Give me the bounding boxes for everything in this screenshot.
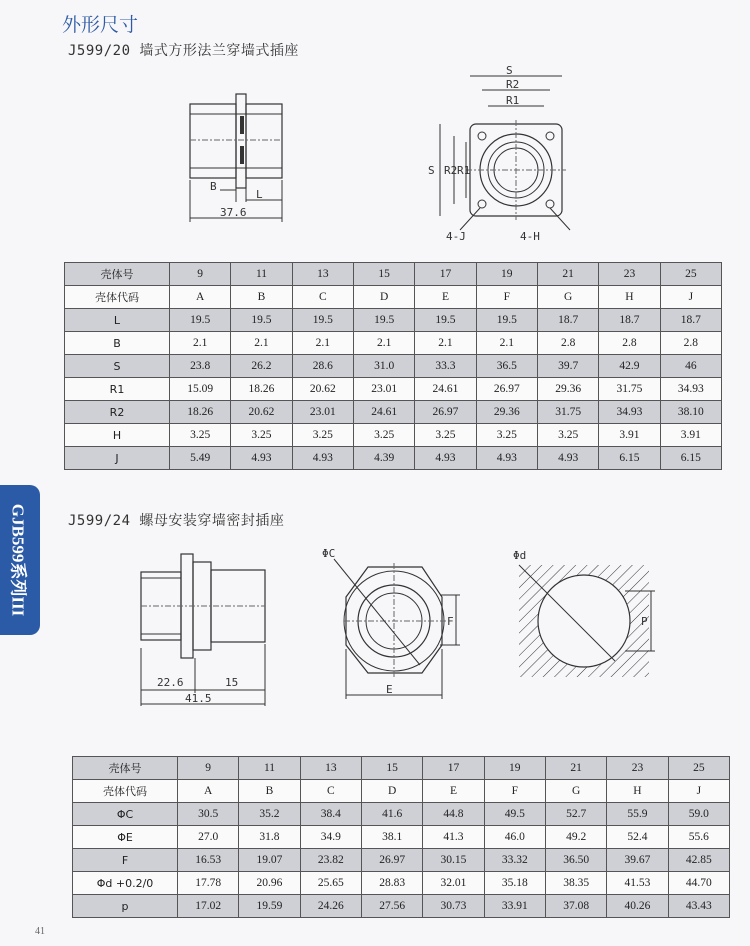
table-cell: 52.7: [545, 803, 606, 826]
table-cell: 2.1: [415, 332, 476, 355]
table-cell: 20.62: [292, 378, 353, 401]
table-cell: 23: [607, 757, 668, 780]
table-cell: 26.2: [231, 355, 292, 378]
table-cell: 19.07: [239, 849, 300, 872]
table-cell: 36.5: [476, 355, 537, 378]
table-cell: 38.10: [660, 401, 721, 424]
table-cell: 27.56: [361, 895, 422, 918]
table-cell: 34.9: [300, 826, 361, 849]
table-cell: 6.15: [599, 447, 660, 470]
table-cell: 16.53: [178, 849, 239, 872]
table-cell: D: [361, 780, 422, 803]
row-header-cell: R2: [65, 401, 170, 424]
table-cell: 17.02: [178, 895, 239, 918]
table-cell: J: [660, 286, 721, 309]
table-cell: 30.5: [178, 803, 239, 826]
table-cell: 24.61: [415, 378, 476, 401]
table-row: [73, 780, 730, 803]
table-cell: 2.1: [231, 332, 292, 355]
table-cell: A: [170, 286, 231, 309]
table-cell: 2.8: [599, 332, 660, 355]
table-cell: 35.2: [239, 803, 300, 826]
table-cell: 20.96: [239, 872, 300, 895]
table-cell: 29.36: [476, 401, 537, 424]
part1-side-view: [180, 90, 310, 230]
table-cell: 23: [599, 263, 660, 286]
row-header-cell: 壳体代码: [73, 780, 178, 803]
page-number: 41: [35, 926, 45, 937]
table-cell: 15: [353, 263, 414, 286]
table-cell: 19.5: [415, 309, 476, 332]
table-cell: 3.25: [292, 424, 353, 447]
dim-22-6: 22.6: [157, 676, 184, 689]
table-cell: 34.93: [660, 378, 721, 401]
dim-r2-top: R2: [506, 78, 520, 91]
table-cell: 4.93: [415, 447, 476, 470]
table-row: [65, 447, 722, 470]
row-header-cell: S: [65, 355, 170, 378]
table-cell: 26.97: [476, 378, 537, 401]
table-cell: 18.26: [170, 401, 231, 424]
dim-r2-side: R2: [444, 164, 458, 177]
table-cell: 28.6: [292, 355, 353, 378]
table-cell: C: [300, 780, 361, 803]
table-cell: 19: [484, 757, 545, 780]
table-cell: 25: [660, 263, 721, 286]
table-cell: 18.7: [599, 309, 660, 332]
table-row: [65, 263, 722, 286]
dim-s-top: S: [506, 64, 513, 77]
table-cell: 3.25: [170, 424, 231, 447]
table-row: [65, 309, 722, 332]
row-header-cell: ΦC: [73, 803, 178, 826]
table-cell: 18.26: [231, 378, 292, 401]
part2-subtitle: J599/24 螺母安装穿墙密封插座: [68, 513, 285, 529]
table-cell: 26.97: [415, 401, 476, 424]
table-row: [65, 424, 722, 447]
table-cell: G: [545, 780, 606, 803]
table-cell: 41.53: [607, 872, 668, 895]
table-cell: 41.6: [361, 803, 422, 826]
table-cell: 23.01: [292, 401, 353, 424]
side-tab: [0, 485, 40, 635]
table-cell: 19.5: [476, 309, 537, 332]
table-cell: 19.5: [292, 309, 353, 332]
table-cell: 33.32: [484, 849, 545, 872]
table-cell: 23.8: [170, 355, 231, 378]
row-header-cell: Φd +0.2/0: [73, 872, 178, 895]
table-cell: H: [599, 286, 660, 309]
table-row: [73, 849, 730, 872]
table-cell: 19.59: [239, 895, 300, 918]
row-header-cell: F: [73, 849, 178, 872]
table-cell: 46: [660, 355, 721, 378]
dim-r1-side: R1: [457, 164, 471, 177]
table-row: [73, 803, 730, 826]
table-cell: 37.08: [545, 895, 606, 918]
dim-e: E: [386, 683, 393, 696]
table-cell: 3.25: [415, 424, 476, 447]
table-cell: 3.25: [231, 424, 292, 447]
table-cell: 28.83: [361, 872, 422, 895]
table-cell: 49.2: [545, 826, 606, 849]
table-cell: 4.93: [476, 447, 537, 470]
table-cell: 30.15: [423, 849, 484, 872]
table-cell: E: [423, 780, 484, 803]
table-cell: 38.4: [300, 803, 361, 826]
table-cell: 2.8: [537, 332, 598, 355]
table-cell: E: [415, 286, 476, 309]
table-cell: 30.73: [423, 895, 484, 918]
table-cell: 15: [361, 757, 422, 780]
table-cell: F: [484, 780, 545, 803]
table-cell: 24.26: [300, 895, 361, 918]
dim-37-6: 37.6: [220, 206, 247, 219]
table-cell: 39.67: [607, 849, 668, 872]
table-cell: 5.49: [170, 447, 231, 470]
table-cell: 20.62: [231, 401, 292, 424]
table-cell: 40.26: [607, 895, 668, 918]
table-cell: 35.18: [484, 872, 545, 895]
table-cell: 23.01: [353, 378, 414, 401]
part1-spec-table: [64, 262, 722, 470]
table-row: [73, 757, 730, 780]
table-cell: 31.8: [239, 826, 300, 849]
table-cell: 2.1: [170, 332, 231, 355]
table-row: [65, 286, 722, 309]
table-cell: 19: [476, 263, 537, 286]
table-cell: 43.43: [668, 895, 729, 918]
row-header-cell: p: [73, 895, 178, 918]
dim-r1-top: R1: [506, 94, 520, 107]
dim-f: F: [447, 615, 454, 628]
table-cell: 3.25: [353, 424, 414, 447]
table-cell: D: [353, 286, 414, 309]
table-cell: 21: [537, 263, 598, 286]
table-cell: 2.1: [476, 332, 537, 355]
table-cell: 41.3: [423, 826, 484, 849]
row-header-cell: 壳体代码: [65, 286, 170, 309]
table-cell: 24.61: [353, 401, 414, 424]
table-cell: 52.4: [607, 826, 668, 849]
table-cell: 4.93: [292, 447, 353, 470]
table-cell: 6.15: [660, 447, 721, 470]
row-header-cell: J: [65, 447, 170, 470]
part2-spec-table: [72, 756, 730, 918]
row-header-cell: L: [65, 309, 170, 332]
table-cell: 19.5: [353, 309, 414, 332]
table-row: [65, 355, 722, 378]
dim-phi-c: ΦC: [322, 547, 336, 560]
row-header-cell: R1: [65, 378, 170, 401]
table-cell: 4.39: [353, 447, 414, 470]
table-cell: B: [239, 780, 300, 803]
section-title: 外形尺寸: [62, 14, 139, 36]
table-cell: 31.75: [537, 401, 598, 424]
table-row: [73, 872, 730, 895]
table-cell: 3.25: [537, 424, 598, 447]
dim-15: 15: [225, 676, 239, 689]
table-cell: 3.91: [599, 424, 660, 447]
table-cell: 59.0: [668, 803, 729, 826]
side-tab-label: GJB599系列III: [8, 503, 28, 617]
dim-b: B: [210, 180, 217, 193]
table-cell: H: [607, 780, 668, 803]
row-header-cell: ΦE: [73, 826, 178, 849]
table-cell: 55.6: [668, 826, 729, 849]
table-cell: 4.93: [231, 447, 292, 470]
table-cell: 2.8: [660, 332, 721, 355]
part1-subtitle: J599/20 墙式方形法兰穿墙式插座: [68, 43, 299, 59]
table-cell: 18.7: [537, 309, 598, 332]
row-header-cell: 壳体号: [65, 263, 170, 286]
dim-phi-d: Φd: [513, 549, 527, 562]
dim-41-5: 41.5: [185, 692, 212, 705]
row-header-cell: 壳体号: [73, 757, 178, 780]
table-cell: 44.8: [423, 803, 484, 826]
table-cell: C: [292, 286, 353, 309]
dim-4-h: 4-H: [520, 230, 540, 243]
table-cell: J: [668, 780, 729, 803]
table-row: [65, 332, 722, 355]
table-cell: 3.91: [660, 424, 721, 447]
row-header-cell: H: [65, 424, 170, 447]
part2-front-view: [320, 545, 470, 705]
table-cell: 55.9: [607, 803, 668, 826]
table-cell: 25: [668, 757, 729, 780]
table-cell: G: [537, 286, 598, 309]
part2-cutout-view: [505, 545, 665, 685]
table-cell: 38.35: [545, 872, 606, 895]
table-cell: 19.5: [170, 309, 231, 332]
table-cell: 3.25: [476, 424, 537, 447]
table-cell: 32.01: [423, 872, 484, 895]
table-cell: 33.91: [484, 895, 545, 918]
table-cell: 2.1: [292, 332, 353, 355]
table-cell: 44.70: [668, 872, 729, 895]
table-cell: 46.0: [484, 826, 545, 849]
table-cell: 13: [300, 757, 361, 780]
table-row: [73, 826, 730, 849]
table-cell: 38.1: [361, 826, 422, 849]
table-cell: 2.1: [353, 332, 414, 355]
table-cell: 33.3: [415, 355, 476, 378]
table-cell: 39.7: [537, 355, 598, 378]
table-cell: 18.7: [660, 309, 721, 332]
table-cell: 36.50: [545, 849, 606, 872]
table-cell: 25.65: [300, 872, 361, 895]
table-cell: 29.36: [537, 378, 598, 401]
part2-side-view: [135, 548, 280, 713]
part1-front-view: [410, 62, 590, 242]
dim-s-side: S: [428, 164, 435, 177]
table-cell: 21: [545, 757, 606, 780]
table-cell: 17: [423, 757, 484, 780]
table-row: [73, 895, 730, 918]
row-header-cell: B: [65, 332, 170, 355]
table-cell: 42.9: [599, 355, 660, 378]
table-row: [65, 401, 722, 424]
table-cell: F: [476, 286, 537, 309]
table-cell: 15.09: [170, 378, 231, 401]
table-cell: 4.93: [537, 447, 598, 470]
table-cell: A: [178, 780, 239, 803]
table-cell: 49.5: [484, 803, 545, 826]
table-cell: 9: [178, 757, 239, 780]
table-cell: 17: [415, 263, 476, 286]
table-cell: 34.93: [599, 401, 660, 424]
table-cell: 31.0: [353, 355, 414, 378]
table-cell: 23.82: [300, 849, 361, 872]
table-cell: B: [231, 286, 292, 309]
table-cell: 11: [239, 757, 300, 780]
dim-l: L: [256, 188, 263, 201]
table-cell: 42.85: [668, 849, 729, 872]
table-cell: 26.97: [361, 849, 422, 872]
table-cell: 17.78: [178, 872, 239, 895]
table-cell: 11: [231, 263, 292, 286]
table-cell: 9: [170, 263, 231, 286]
table-cell: 31.75: [599, 378, 660, 401]
dim-p: P: [641, 615, 648, 628]
table-cell: 27.0: [178, 826, 239, 849]
table-row: [65, 378, 722, 401]
table-cell: 13: [292, 263, 353, 286]
table-cell: 19.5: [231, 309, 292, 332]
dim-4-j: 4-J: [446, 230, 466, 243]
